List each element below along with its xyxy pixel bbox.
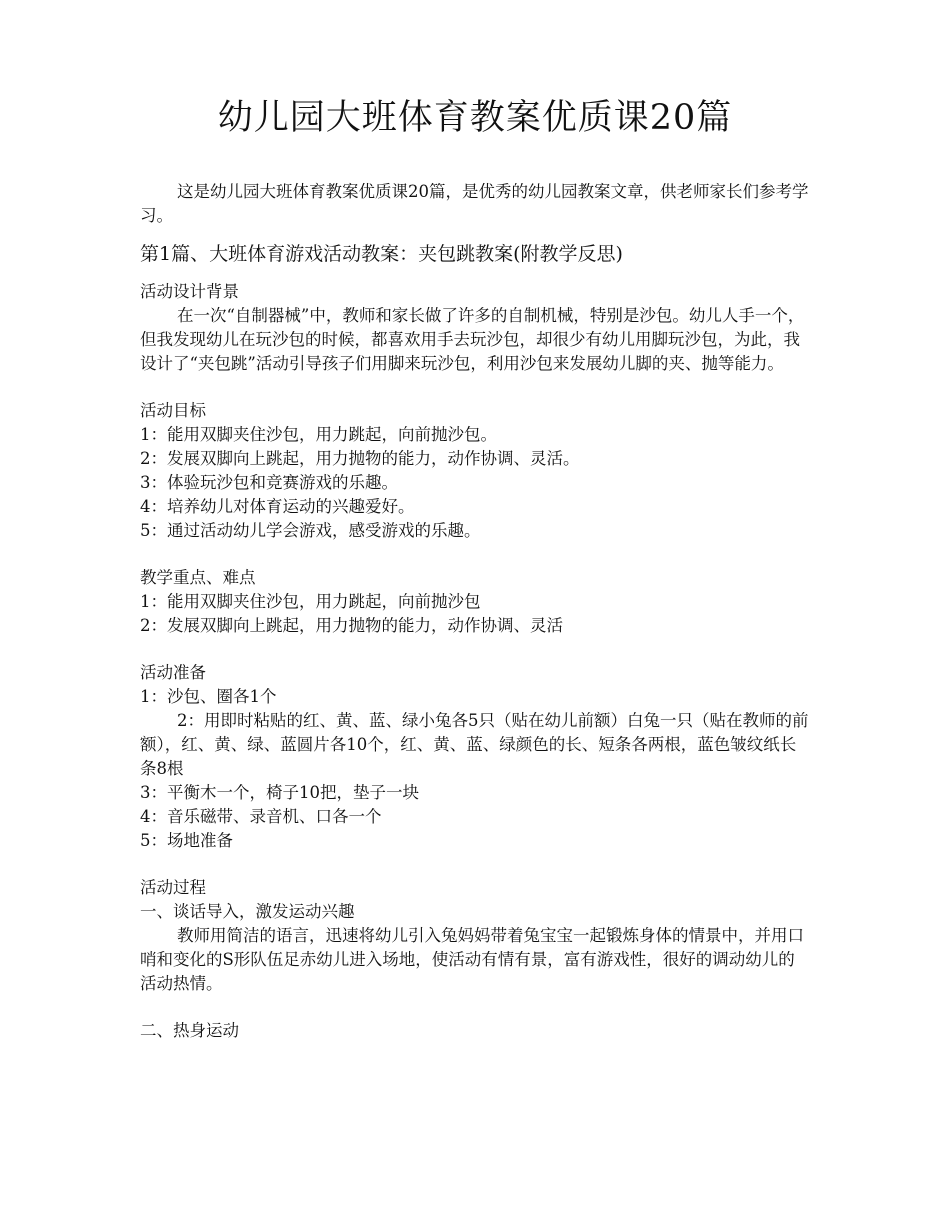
keypoint-item: 2：发展双脚向上跳起，用力抛物的能力，动作协调、灵活 xyxy=(140,616,563,635)
goal-item: 5：通过活动幼儿学会游戏，感受游戏的乐趣。 xyxy=(140,521,481,540)
preparation-item: 5：场地准备 xyxy=(140,831,233,850)
lesson-heading: 第1篇、大班体育游戏活动教案：夹包跳教案(附教学反思) xyxy=(140,243,623,265)
process-step-paragraph: 教师用简洁的语言，迅速将幼儿引入兔妈妈带着兔宝宝一起锻炼身体的情景中，并用口哨和变化的S形队伍足赤幼儿进入场地，使活动有情有景，富有游戏性，很好的调动幼儿的活动热情。 xyxy=(140,926,804,993)
preparation-item: 1：沙包、圈各1个 xyxy=(140,687,277,706)
preparation-item: 4：音乐磁带、录音机、口各一个 xyxy=(140,807,382,826)
process-label: 活动过程 xyxy=(140,878,206,897)
goal-item: 1：能用双脚夹住沙包，用力跳起，向前抛沙包。 xyxy=(140,425,497,444)
goal-item: 2：发展双脚向上跳起，用力抛物的能力，动作协调、灵活。 xyxy=(140,449,580,468)
document-body xyxy=(140,180,810,1043)
process-step-title: 一、谈话导入，激发运动兴趣 xyxy=(140,902,355,921)
goal-item: 3：体验玩沙包和竞赛游戏的乐趣。 xyxy=(140,473,398,492)
intro-paragraph: 这是幼儿园大班体育教案优质课20篇，是优秀的幼儿园教案文章，供老师家长们参考学习。 xyxy=(140,182,809,225)
process-step-title: 二、热身运动 xyxy=(140,1021,239,1040)
preparation-label: 活动准备 xyxy=(140,663,206,682)
document-title: 幼儿园大班体育教案优质课20篇 xyxy=(217,98,733,138)
preparation-item: 2：用即时粘贴的红、黄、蓝、绿小兔各5只（贴在幼儿前额）白兔一只（贴在教师的前额），红、黄、绿、蓝圆片各10个，红、黄、蓝、绿颜色的长、短条各两根，蓝色皱纹纸长条8根 xyxy=(140,711,809,778)
goals-label: 活动目标 xyxy=(140,401,206,420)
preparation-item: 3：平衡木一个，椅子10把，垫子一块 xyxy=(140,783,419,802)
keypoints-label: 教学重点、难点 xyxy=(140,568,256,587)
goal-item: 4：培养幼儿对体育运动的兴趣爱好。 xyxy=(140,497,415,516)
background-label: 活动设计背景 xyxy=(140,282,239,301)
background-paragraph: 在一次“自制器械”中，教师和家长做了许多的自制机械，特别是沙包。幼儿人手一个，但我发现幼儿在玩沙包的时候，都喜欢用手去玩沙包，却很少有幼儿用脚玩沙包，为此，我设计了“夹包跳”活动引导孩子们用脚来玩沙包，利用沙包来发展幼儿脚的夹、抛等能力。 xyxy=(140,306,805,373)
keypoint-item: 1：能用双脚夹住沙包，用力跳起，向前抛沙包 xyxy=(140,592,481,611)
